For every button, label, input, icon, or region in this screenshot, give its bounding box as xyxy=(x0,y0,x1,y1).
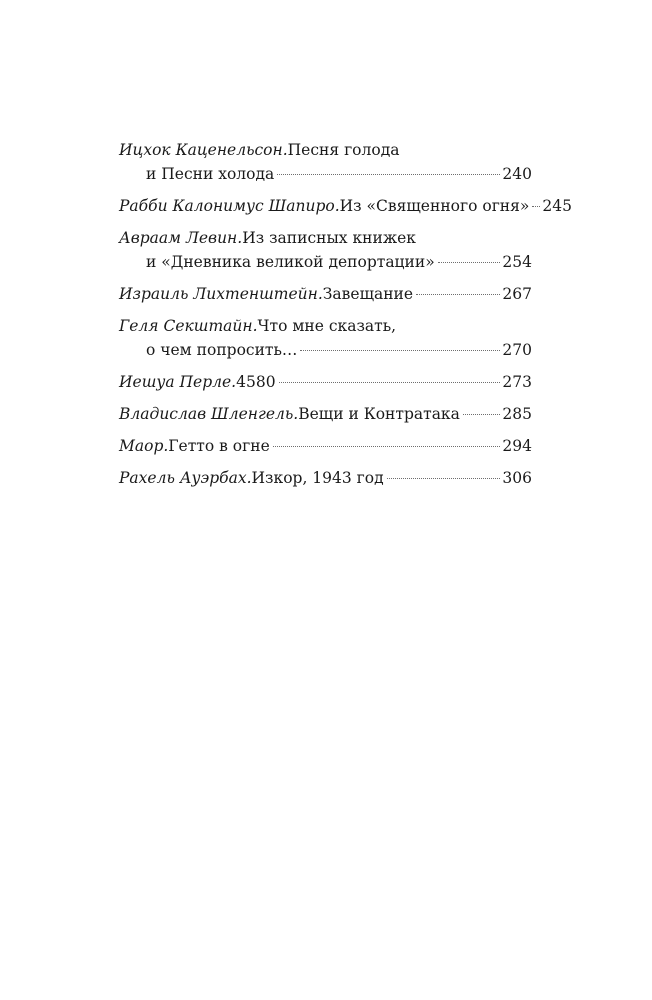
toc-page-number: 273 xyxy=(502,373,532,391)
dot-leader xyxy=(463,414,501,415)
toc-title: Что мне сказать, xyxy=(257,317,397,335)
toc-title: и Песни холода xyxy=(146,165,275,183)
toc-title: Из записных книжек xyxy=(242,229,416,247)
toc-entry xyxy=(119,370,532,394)
toc-title: Вещи и Контратака xyxy=(298,405,460,423)
table-of-contents xyxy=(119,138,572,498)
toc-page-number: 245 xyxy=(542,197,572,215)
dot-leader xyxy=(438,262,501,263)
toc-title: Из «Священного огня» xyxy=(339,197,530,215)
toc-author: Маор. xyxy=(119,437,169,455)
toc-author: Израиль Лихтенштейн. xyxy=(119,285,323,303)
toc-title: Гетто в огне xyxy=(168,437,270,455)
toc-entry-line xyxy=(119,226,532,250)
toc-author: Ицхок Каценельсон. xyxy=(119,141,288,159)
toc-title: и «Дневника великой депортации» xyxy=(146,253,435,271)
toc-title: о чем попросить… xyxy=(146,341,298,359)
toc-entry xyxy=(119,138,532,186)
toc-page-number: 270 xyxy=(502,341,532,359)
toc-entry-line xyxy=(119,250,532,274)
toc-author: Авраам Левин. xyxy=(119,229,243,247)
toc-page-number: 294 xyxy=(502,437,532,455)
toc-entry-line xyxy=(119,314,532,338)
toc-page-number: 240 xyxy=(502,165,532,183)
dot-leader xyxy=(532,206,540,207)
toc-author: Иешуа Перле. xyxy=(119,373,237,391)
toc-entry-line xyxy=(119,194,572,218)
toc-entry-line xyxy=(119,162,532,186)
dot-leader xyxy=(300,350,500,351)
toc-page-number: 254 xyxy=(502,253,532,271)
toc-entry-line xyxy=(119,434,532,458)
toc-entry xyxy=(119,466,532,490)
toc-title: Песня голода xyxy=(287,141,400,159)
toc-entry-line xyxy=(119,282,532,306)
toc-entry xyxy=(119,226,532,274)
dot-leader xyxy=(279,382,501,383)
toc-entry xyxy=(119,314,532,362)
dot-leader xyxy=(416,294,500,295)
toc-title: Завещание xyxy=(322,285,414,303)
toc-entry-line xyxy=(119,370,532,394)
dot-leader xyxy=(273,446,501,447)
toc-entry-line xyxy=(119,466,532,490)
toc-page-number: 285 xyxy=(502,405,532,423)
toc-author: Рахель Ауэрбах. xyxy=(119,469,252,487)
toc-title: Изкор, 1943 год xyxy=(251,469,384,487)
toc-entry-line xyxy=(119,402,532,426)
toc-entry xyxy=(119,194,572,218)
toc-entry-line xyxy=(119,138,532,162)
toc-page-number: 267 xyxy=(502,285,532,303)
toc-entry xyxy=(119,402,532,426)
dot-leader xyxy=(387,478,501,479)
toc-entry xyxy=(119,282,532,306)
toc-author: Владислав Шленгель. xyxy=(119,405,299,423)
toc-author: Геля Секштайн. xyxy=(119,317,258,335)
dot-leader xyxy=(277,174,500,175)
toc-title: 4580 xyxy=(236,373,276,391)
toc-author: Рабби Калонимус Шапиро. xyxy=(119,197,340,215)
toc-page-number: 306 xyxy=(502,469,532,487)
toc-entry-line xyxy=(119,338,532,362)
toc-entry xyxy=(119,434,532,458)
